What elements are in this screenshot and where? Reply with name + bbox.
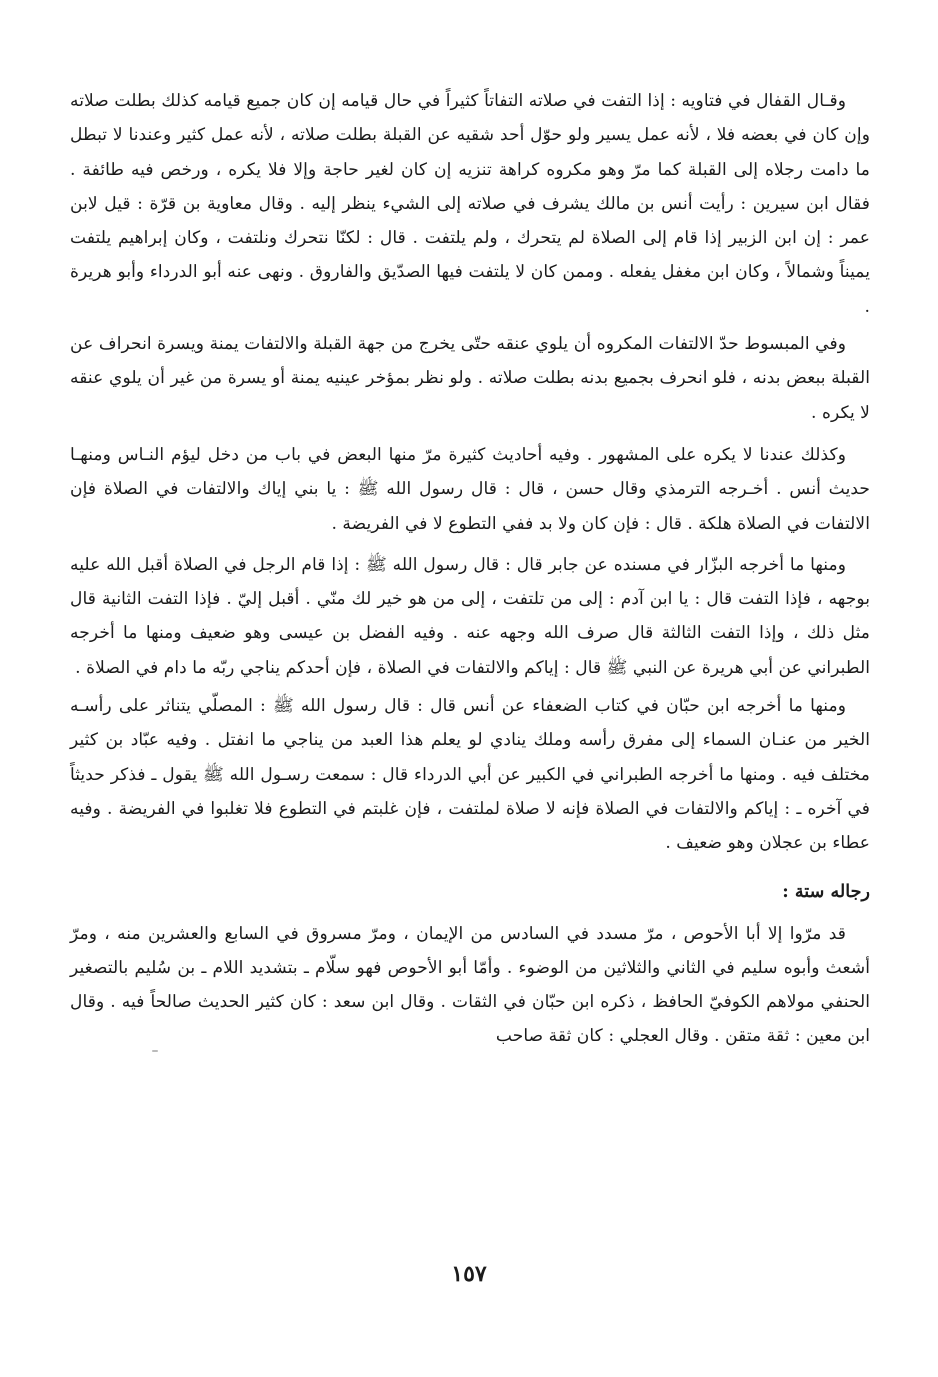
- page-number: ١٥٧: [451, 1261, 487, 1287]
- paragraph-mabsut: وفي المبسوط حدّ الالتفات المكروه أن يلوي عنقه حتّى يخرج من جهة القبلة والالتفات يمنة ويسرة انحراف عن القبلة ببعض بدنه ، فلو انحرف بجميع بدنه بطلت صلاته . ولو نظر بمؤخر عينيه يمنة أو يسرة من غير أن يلوي عنقه لا يكره .: [70, 334, 870, 423]
- paragraph-qaffal: وقـال القفال في فتاويه : إذا التفت في صلاته التفاتاً كثيراً في حال قيامه إن كان جميع قيامه كذلك بطلت صلاته وإن كان في بعضه فلا ، لأنه عمل يسير ولو حوّل أحد شقيه عن القبلة بطلت صلاته ، لأنه عمل كثير وعندنا لا تبطل ما دامت رجلاه إلى القبلة كما مرّ وهو مكروه كراهة تنزيه إن كان لغير حاجة وإلا فلا يكره ، ورخص فيه طائفة . فقال ابن سيرين : رأيت أنس بن مالك يشرف في صلاته إلى الشيء ينظر إليه . وقال معاوية بن قرّة : قيل لابن عمر : إن ابن الزبير إذا قام إلى الصلاة لم يتحرك ، ولم يلتفت . قال : لكنّا نتحرك ونلتفت ، وكان إبراهيم يلتفت يميناً وشمالاً ، وكان ابن مغفل يفعله . وممن كان لا يلتفت فيها الصدّيق والفاروق . ونهى عنه أبو الدرداء وأبو هريرة .: [70, 91, 870, 317]
- scan-speck: [152, 1050, 158, 1052]
- paragraph-bazzar-hadith: ومنها ما أخرجه البزّار في مسنده عن جابر قال : قال رسول الله ﷺ : إذا قام الرجل في الصلاة أقبل الله عليه بوجهه ، فإذا التفت قال : يا ابن آدم : إلى من تلتفت ، إلى من هو خير لك منّي . أقبل إليّ . فإذا التفت الثانية قال مثل ذلك ، وإذا التفت الثالثة قال صرف الله وجهه عنه . وفيه الفضل بن عيسى وهو ضعيف ومنها ما أخرجه الطبراني عن أبي هريرة عن النبي ﷺ قال : إياكم والالتفات في الصلاة ، فإن أحدكم يناجي ربّه ما دام في الصلاة .: [70, 554, 870, 678]
- page-body: [70, 84, 870, 1054]
- paragraph-anas-hadith: وكذلك عندنا لا يكره على المشهور . وفيه أحاديث كثيرة مرّ منها البعض في باب من دخل ليؤم النـاس ومنهـا حديث أنس . أخـرجه الترمذي وقال حسن ، قال : قال رسول الله ﷺ : يا بني إياك والالتفات في الصلاة فإن الالتفات في الصلاة هلكة . قال : فإن كان ولا بد ففي التطوع لا في الفريضة .: [70, 444, 870, 534]
- paragraph-narrators: قد مرّوا إلا أبا الأحوص ، مرّ مسدد في السادس من الإيمان ، ومرّ مسروق في السابع والعشرين منه ، ومرّ أشعث وأبوه سليم في الثاني والثلاثين من الوضوء . وأمّا أبو الأحوص فهو سلّام ـ بتشديد اللام ـ بن سُليم بالتصغير الحنفي مولاهم الكوفيّ الحافظ ، ذكره ابن حبّان في الثقات . وقال ابن سعد : كان كثير الحديث صالحاً فيه . وقال ابن معين : ثقة متقن . وقال العجلي : كان ثقة صاحب: [70, 923, 870, 1047]
- paragraph-ibn-hibban-hadith: ومنها ما أخرجه ابن حبّان في كتاب الضعفاء عن أنس قال : قال رسول الله ﷺ : المصلّي يتناثر على رأسـه الخير من عنـان السماء إلى مفرق رأسه وملك ينادي لو يعلم هذا العبد من يناجي ما انفتل . وفيه عبّاد بن كثير مختلف فيه . ومنها ما أخرجه الطبراني في الكبير عن أبي الدرداء قال : سمعت رسـول الله ﷺ يقول ـ فذكر حديثاً في آخره ـ : إياكم والالتفات في الصلاة فإنه لا صلاة لملتفت ، فإن غلبتم في التطوع فلا تغلبوا في الفريضة . وفيه عطاء بن عجلان وهو ضعيف .: [70, 696, 870, 854]
- section-heading: رجاله ستة :: [782, 880, 870, 902]
